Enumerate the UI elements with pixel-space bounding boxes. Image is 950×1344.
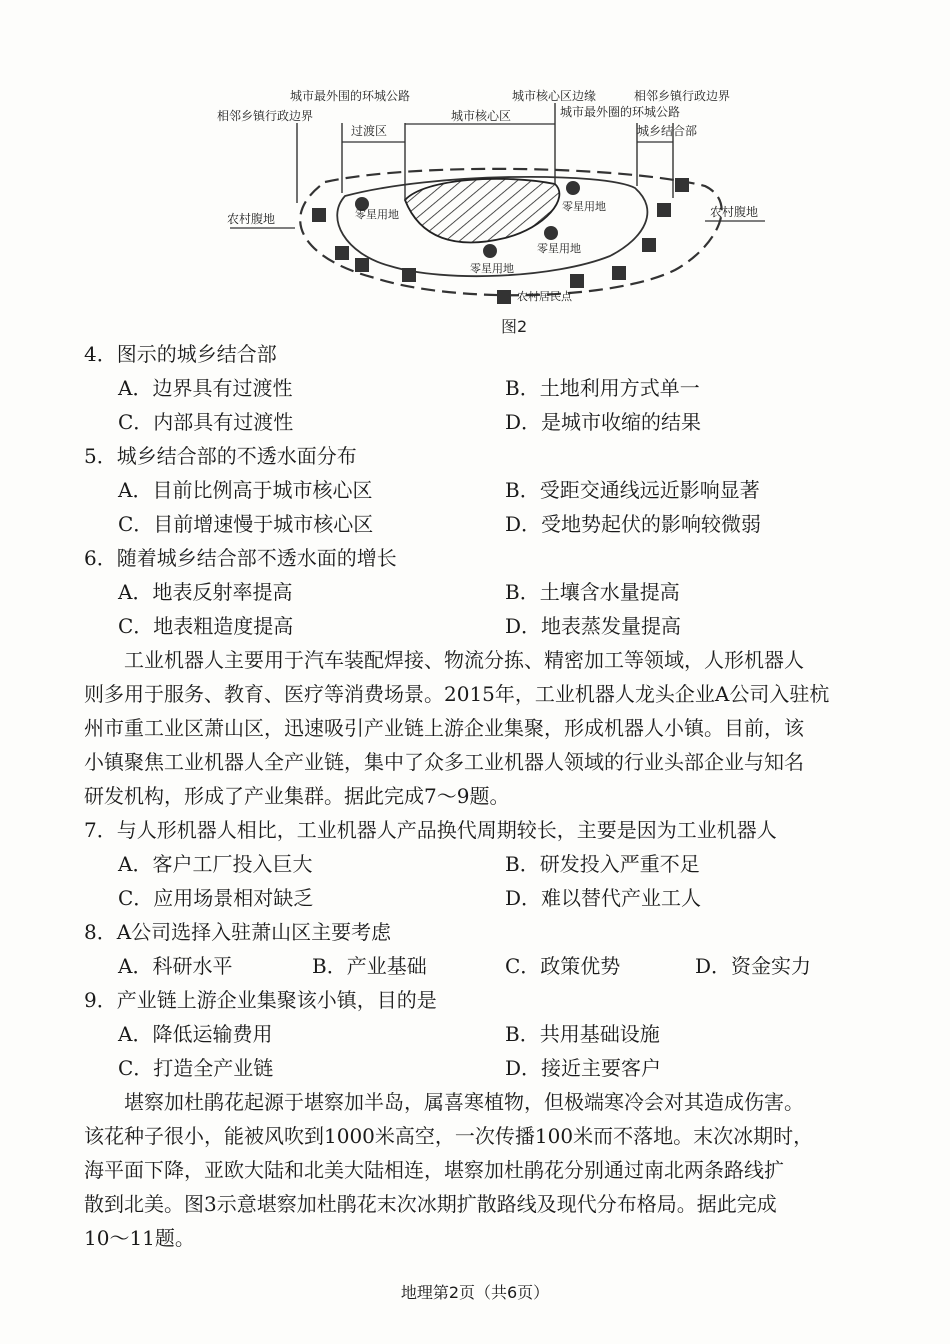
passage2-line4: 散到北美。图3示意堪察加杜鹃花末次冰期扩散路线及现代分布格局。据此完成	[84, 1192, 777, 1216]
figure-2-urban-rural-diagram	[205, 78, 805, 343]
label-neighbor-boundary-right: 相邻乡镇行政边界	[634, 89, 731, 103]
page-footer: 地理第2页（共6页）	[400, 1283, 550, 1302]
rural-settlement-marker	[335, 246, 349, 260]
label-rural-settlement: 农村居民点	[517, 290, 572, 303]
q8-stem: 8．A公司选择入驻萧山区主要考虑	[84, 920, 392, 944]
rural-settlement-marker	[570, 274, 584, 288]
q9-option-c: C．打造全产业链	[118, 1056, 274, 1080]
q5-option-b: B．受距交通线远近影响显著	[505, 478, 760, 502]
q8-option-a: A．科研水平	[118, 954, 233, 978]
label-scattered-land-2: 零星用地	[562, 200, 606, 213]
q7-option-c: C．应用场景相对缺乏	[118, 886, 314, 910]
rural-settlement-marker	[612, 266, 626, 280]
passage2-line3: 海平面下降，亚欧大陆和北美大陆相连，堪察加杜鹃花分别通过南北两条路线扩	[84, 1158, 784, 1182]
q6-option-c: C．地表粗造度提高	[118, 614, 294, 638]
q4-option-b: B．土地利用方式单一	[505, 376, 700, 400]
rural-settlement-marker	[657, 203, 671, 217]
q6-option-a: A．地表反射率提高	[118, 580, 293, 604]
q7-option-a: A．客户工厂投入巨大	[118, 852, 313, 876]
q9-option-a: A．降低运输费用	[118, 1022, 273, 1046]
q7-stem: 7．与人形机器人相比，工业机器人产品换代周期较长，主要是因为工业机器人	[84, 818, 777, 842]
q5-option-a: A．目前比例高于城市核心区	[118, 478, 373, 502]
scattered-land-marker	[566, 181, 580, 195]
q5-option-c: C．目前增速慢于城市核心区	[118, 512, 374, 536]
label-rural-hinterland-right: 农村腹地	[710, 205, 759, 219]
label-scattered-land-4: 零星用地	[470, 262, 514, 275]
rural-settlement-marker	[642, 238, 656, 252]
q6-stem: 6．随着城乡结合部不透水面的增长	[84, 546, 397, 570]
passage1-line2: 则多用于服务、教育、医疗等消费场景。2015年，工业机器人龙头企业A公司入驻杭	[84, 682, 830, 706]
label-scattered-land-1: 零星用地	[355, 208, 399, 221]
figure-caption: 图2	[501, 317, 528, 336]
label-rural-hinterland-left: 农村腹地	[227, 212, 276, 226]
rural-settlement-marker	[402, 268, 416, 282]
passage2-line1: 堪察加杜鹃花起源于堪察加半岛，属喜寒植物，但极端寒冷会对其造成伤害。	[124, 1090, 804, 1114]
q9-stem: 9．产业链上游企业集聚该小镇，目的是	[84, 988, 437, 1012]
q9-option-d: D．接近主要客户	[505, 1056, 662, 1080]
label-urban-rural-fringe: 城乡结合部	[637, 124, 698, 138]
q8-option-d: D．资金实力	[695, 954, 812, 978]
label-core-zone: 城市核心区	[451, 109, 512, 123]
q4-stem: 4．图示的城乡结合部	[84, 342, 277, 366]
label-scattered-land-3: 零星用地	[537, 242, 581, 255]
rural-settlement-marker	[312, 208, 326, 222]
label-outer-ring-road-left: 城市最外围的环城公路	[290, 89, 411, 103]
rural-settlement-marker	[675, 178, 689, 192]
q5-option-d: D．受地势起伏的影响较微弱	[505, 512, 762, 536]
q9-option-b: B．共用基础设施	[505, 1022, 660, 1046]
rural-settlement-marker	[355, 258, 369, 272]
q4-option-c: C．内部具有过渡性	[118, 410, 294, 434]
q8-option-c: C．政策优势	[505, 954, 621, 978]
scattered-land-marker	[483, 244, 497, 258]
q6-option-d: D．地表蒸发量提高	[505, 614, 682, 638]
q6-option-b: B．土壤含水量提高	[505, 580, 680, 604]
passage1-line3: 州市重工业区萧山区，迅速吸引产业链上游企业集聚，形成机器人小镇。目前，该	[84, 716, 804, 740]
diagram-svg	[205, 78, 805, 343]
label-transition-zone: 过渡区	[351, 124, 388, 138]
label-core-edge: 城市核心区边缘	[512, 89, 597, 103]
passage1-line5: 研发机构，形成了产业集群。据此完成7～9题。	[84, 784, 510, 808]
passage2-line5: 10～11题。	[84, 1226, 195, 1250]
q4-option-a: A．边界具有过渡性	[118, 376, 293, 400]
scattered-land-marker	[544, 226, 558, 240]
q7-option-b: B．研发投入严重不足	[505, 852, 700, 876]
rural-settlement-marker	[497, 290, 511, 304]
city-core-zone	[405, 179, 559, 243]
passage1-line1: 工业机器人主要用于汽车装配焊接、物流分拣、精密加工等领域，人形机器人	[124, 648, 804, 672]
label-outer-ring-road-right: 城市最外圈的环城公路	[560, 105, 681, 119]
q5-stem: 5．城乡结合部的不透水面分布	[84, 444, 357, 468]
passage2-line2: 该花种子很小，能被风吹到1000米高空，一次传播100米而不落地。末次冰期时，	[84, 1124, 814, 1148]
passage1-line4: 小镇聚焦工业机器人全产业链，集中了众多工业机器人领域的行业头部企业与知名	[84, 750, 804, 774]
q7-option-d: D．难以替代产业工人	[505, 886, 702, 910]
q4-option-d: D．是城市收缩的结果	[505, 410, 702, 434]
label-neighbor-boundary-left: 相邻乡镇行政边界	[217, 109, 314, 123]
q8-option-b: B．产业基础	[312, 954, 427, 978]
